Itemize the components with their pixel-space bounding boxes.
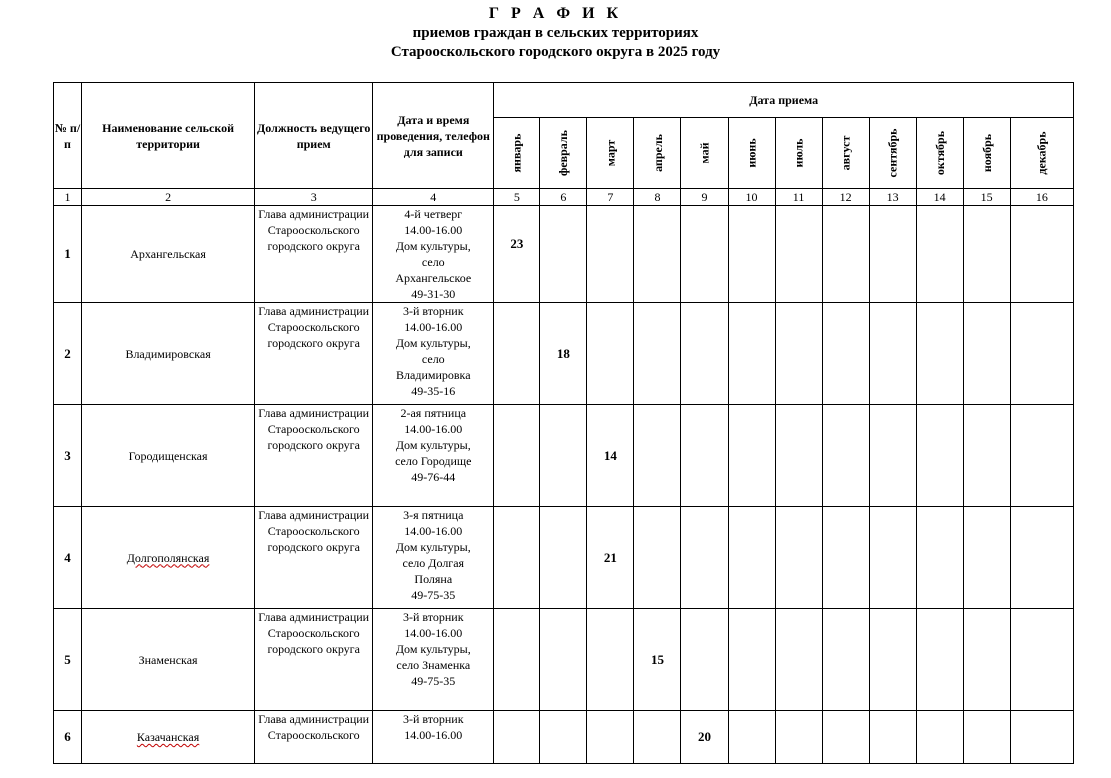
datetime-line: 14.00-16.00 [404, 524, 463, 538]
month-cell [916, 609, 963, 711]
column-number-cell: 2 [82, 189, 255, 206]
datetime-line: Дом культуры, [395, 642, 471, 656]
datetime-line: Дом культуры, [395, 239, 471, 253]
month-cell [634, 609, 681, 711]
month-header-cell [1010, 118, 1073, 189]
month-label: февраль [556, 130, 571, 176]
month-cell [681, 507, 728, 609]
table-row [54, 507, 1074, 609]
month-cell [728, 711, 775, 764]
month-cell [540, 609, 587, 711]
datetime-line: 3-я пятница [403, 508, 464, 522]
month-cell [822, 507, 869, 609]
month-cell [634, 303, 681, 405]
month-header-cell [681, 118, 728, 189]
datetime-line: 3-й вторник [403, 610, 464, 624]
month-cell [822, 405, 869, 507]
row-number-cell [54, 711, 82, 764]
row-number-cell [54, 206, 82, 303]
month-header-cell [822, 118, 869, 189]
month-cell [869, 405, 916, 507]
territory-cell [82, 609, 255, 711]
datetime-cell [373, 507, 494, 609]
month-label: декабрь [1034, 131, 1049, 175]
month-cell [728, 609, 775, 711]
datetime-line: Владимировка [396, 368, 471, 382]
month-cell [681, 405, 728, 507]
row-number-cell-text: 6 [64, 729, 71, 744]
row-number-cell-text: 3 [64, 447, 71, 463]
month-cell [1010, 303, 1073, 405]
datetime-line: 49-76-44 [411, 470, 456, 484]
datetime-line: 49-31-30 [411, 287, 456, 301]
month-cell [775, 405, 822, 507]
column-number-cell: 14 [916, 189, 963, 206]
month-label: апрель [650, 134, 665, 172]
row-number-cell [54, 507, 82, 609]
column-number-row [54, 189, 1074, 206]
month-cell [775, 609, 822, 711]
row-number-cell-text: 1 [64, 246, 71, 261]
datetime-line: село [421, 352, 445, 366]
row-number-cell [54, 609, 82, 711]
month-cell [916, 303, 963, 405]
datetime-line: село Знаменка [396, 658, 471, 672]
month-cell [963, 507, 1010, 609]
row-number-cell-text: 2 [64, 345, 71, 361]
datetime-cell [373, 609, 494, 711]
column-number-cell: 13 [869, 189, 916, 206]
header-dates-group: Дата приема [494, 83, 1074, 118]
position-cell-text: Глава администрации Старооскольского [258, 712, 370, 742]
month-cell [494, 206, 540, 303]
month-cell [681, 609, 728, 711]
month-cell [963, 609, 1010, 711]
datetime-cell [373, 303, 494, 405]
month-cell [728, 206, 775, 303]
reception-day: 20 [697, 729, 711, 744]
month-cell [494, 303, 540, 405]
month-cell [587, 303, 634, 405]
column-number-cell: 5 [494, 189, 540, 206]
month-cell [494, 507, 540, 609]
month-header-cell [494, 118, 540, 189]
datetime-line: 4-й четверг [404, 207, 463, 221]
row-number-cell-text: 5 [64, 651, 71, 667]
month-cell [963, 405, 1010, 507]
datetime-line: Архангельское [395, 271, 472, 285]
document-subtitle-line1: приемов граждан в сельских территориях [412, 25, 699, 41]
territory-cell [82, 507, 255, 609]
month-cell [1010, 206, 1073, 303]
month-cell [775, 711, 822, 764]
document-subtitle-line2: Старооскольского городского округа в 2025 году [390, 44, 721, 60]
month-header-cell [869, 118, 916, 189]
datetime-line: 14.00-16.00 [404, 728, 463, 742]
datetime-line: 3-й вторник [403, 712, 464, 726]
month-header-cell [775, 118, 822, 189]
month-cell [587, 711, 634, 764]
month-cell [963, 711, 1010, 764]
month-cell [681, 303, 728, 405]
datetime-line: Дом культуры, [395, 540, 471, 554]
month-label: июль [791, 138, 806, 168]
row-number-cell [54, 405, 82, 507]
month-cell [916, 711, 963, 764]
month-label: июнь [744, 138, 759, 168]
month-cell [634, 507, 681, 609]
month-cell [728, 507, 775, 609]
reception-day: 15 [650, 651, 664, 667]
datetime-line: село Долгая [402, 556, 465, 570]
month-cell [681, 711, 728, 764]
month-cell [822, 711, 869, 764]
month-label: октябрь [932, 130, 947, 176]
month-header-cell [728, 118, 775, 189]
month-label: август [838, 135, 853, 171]
row-number-cell-text: 4 [64, 549, 71, 565]
position-cell [255, 303, 373, 405]
datetime-line: 14.00-16.00 [404, 422, 463, 436]
column-number-cell: 4 [373, 189, 494, 206]
table-row [54, 206, 1074, 303]
month-cell [587, 609, 634, 711]
month-header-cell [916, 118, 963, 189]
month-cell [494, 405, 540, 507]
position-cell [255, 206, 373, 303]
month-cell [634, 711, 681, 764]
column-number-cell: 8 [634, 189, 681, 206]
month-cell [869, 507, 916, 609]
month-cell [1010, 507, 1073, 609]
territory-cell-text: Знаменская [138, 652, 198, 667]
row-number-cell [54, 303, 82, 405]
datetime-line: Поляна [414, 572, 453, 586]
month-cell [1010, 711, 1073, 764]
column-number-cell: 1 [54, 189, 82, 206]
month-cell [963, 206, 1010, 303]
month-cell [540, 711, 587, 764]
datetime-line: 3-й вторник [403, 304, 464, 318]
month-label: март [603, 139, 618, 167]
month-cell [869, 711, 916, 764]
territory-cell-text: Долгополянская [126, 550, 210, 565]
column-number-cell: 16 [1010, 189, 1073, 206]
position-cell [255, 405, 373, 507]
territory-cell-text: Архангельская [130, 247, 206, 261]
territory-cell-text: Городищенская [128, 448, 208, 463]
datetime-line: 2-ая пятница [400, 406, 467, 420]
month-cell [963, 303, 1010, 405]
table-row [54, 711, 1074, 764]
month-cell [681, 206, 728, 303]
month-cell [775, 303, 822, 405]
month-cell [587, 206, 634, 303]
territory-cell [82, 405, 255, 507]
datetime-line: Дом культуры, [395, 438, 471, 452]
document-title: Г Р А Ф И К [488, 5, 623, 22]
month-cell [822, 303, 869, 405]
datetime-line: село [421, 255, 445, 269]
month-cell [494, 609, 540, 711]
month-cell [822, 609, 869, 711]
territory-cell [82, 303, 255, 405]
datetime-line: 49-35-16 [411, 384, 456, 398]
month-cell [775, 206, 822, 303]
header-territory: Наименование сельской территории [82, 83, 255, 189]
month-cell [634, 206, 681, 303]
territory-cell [82, 711, 255, 764]
month-cell [869, 206, 916, 303]
table-row [54, 609, 1074, 711]
month-cell [869, 303, 916, 405]
datetime-line: 14.00-16.00 [404, 223, 463, 237]
month-cell [728, 303, 775, 405]
header-position: Должность ведущего прием [255, 83, 373, 189]
month-header-cell [634, 118, 681, 189]
column-number-cell: 7 [587, 189, 634, 206]
position-cell [255, 609, 373, 711]
datetime-line: 14.00-16.00 [404, 626, 463, 640]
month-cell [587, 405, 634, 507]
position-cell [255, 711, 373, 764]
position-cell-text: Глава администрации Старооскольского городского округа [258, 406, 370, 452]
territory-cell-text: Владимировская [125, 346, 211, 361]
position-cell [255, 507, 373, 609]
header-num: № п/п [54, 83, 82, 189]
column-number-cell: 15 [963, 189, 1010, 206]
month-header-cell [540, 118, 587, 189]
position-cell-text: Глава администрации Старооскольского городского округа [258, 207, 370, 253]
month-cell [587, 507, 634, 609]
schedule-table [53, 82, 1074, 764]
month-cell [916, 206, 963, 303]
column-number-cell: 12 [822, 189, 869, 206]
column-number-cell: 3 [255, 189, 373, 206]
datetime-cell [373, 405, 494, 507]
table-row [54, 405, 1074, 507]
month-cell [728, 405, 775, 507]
datetime-line: 14.00-16.00 [404, 320, 463, 334]
month-cell [634, 405, 681, 507]
month-label: май [697, 142, 712, 164]
position-cell-text: Глава администрации Старооскольского городского округа [258, 304, 370, 350]
territory-cell-text: Казачанская [136, 730, 200, 744]
month-cell [494, 711, 540, 764]
position-cell-text: Глава администрации Старооскольского городского округа [258, 508, 370, 554]
column-number-cell: 9 [681, 189, 728, 206]
month-cell [822, 206, 869, 303]
month-label: январь [509, 133, 524, 173]
month-label: ноябрь [979, 133, 994, 173]
column-number-cell: 10 [728, 189, 775, 206]
datetime-line: Дом культуры, [395, 336, 471, 350]
month-cell [916, 405, 963, 507]
datetime-line: село Городище [395, 454, 472, 468]
datetime-cell [373, 206, 494, 303]
datetime-line: 49-75-35 [411, 674, 456, 688]
column-number-cell: 6 [540, 189, 587, 206]
datetime-cell [373, 711, 494, 764]
header-datetime: Дата и время проведения, телефон для записи [373, 83, 494, 189]
column-number-cell: 11 [775, 189, 822, 206]
month-cell [1010, 405, 1073, 507]
reception-day: 21 [603, 549, 617, 565]
month-cell [869, 609, 916, 711]
month-cell [916, 507, 963, 609]
month-cell [1010, 609, 1073, 711]
month-cell [540, 303, 587, 405]
month-cell [775, 507, 822, 609]
datetime-line: 49-75-35 [411, 588, 456, 602]
position-cell-text: Глава администрации Старооскольского городского округа [258, 610, 370, 656]
month-header-cell [587, 118, 634, 189]
reception-day: 14 [603, 447, 617, 463]
reception-day: 23 [510, 236, 524, 251]
reception-day: 18 [556, 345, 570, 361]
month-cell [540, 507, 587, 609]
territory-cell [82, 206, 255, 303]
month-label: сентябрь [885, 128, 900, 178]
month-header-cell [963, 118, 1010, 189]
table-row [54, 303, 1074, 405]
month-cell [540, 405, 587, 507]
month-cell [540, 206, 587, 303]
